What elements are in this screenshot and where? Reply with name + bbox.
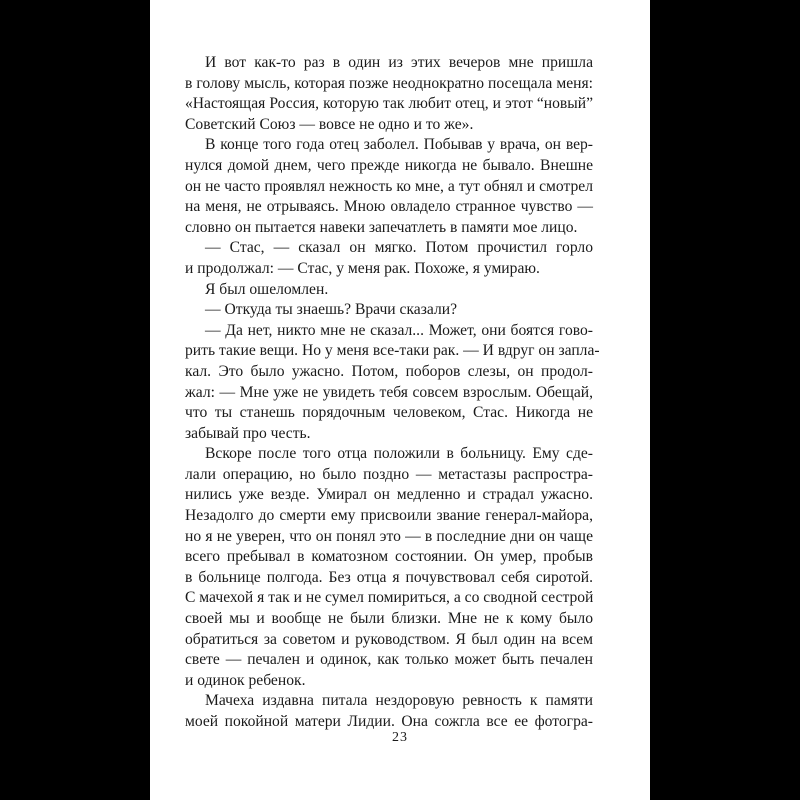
paragraph [185,135,593,238]
text-line: «Настоящая Россия, которую так любит отец, и этот “новый” [185,95,593,113]
text-line: но я не уверен, что он понял это — в последние дни он чаще [185,527,593,545]
text-line: и одинок ребенок. [185,671,306,689]
paragraph [185,691,593,732]
text-line: В конце того года отец заболел. Побывав у врача, он вер- [205,136,593,154]
paragraph [185,444,593,691]
text-line: своей мы и вообще не были близки. Мне не к кому было [185,610,593,628]
text-line: кал. Это было ужасно. Потом, поборов слезы, он продол- [185,362,593,380]
book-page [150,0,650,800]
text-line: Мачеха издавна питала нездоровую ревность к памяти [205,692,593,710]
paragraph [185,280,593,301]
paragraph [185,321,600,445]
text-line: словно он пытается навеки запечатлеть в памяти мое лицо. [185,218,578,236]
text-line: в больнице полгода. Без отца я почувствовал себя сиротой. [185,568,593,586]
text-line: нились уже везде. Умирал он медленно и страдал ужасно. [185,486,593,504]
text-line: Советский Союз — вовсе не одно и то же». [185,115,474,133]
text-line: — Откуда ты знаешь? Врачи сказали? [205,301,457,319]
paragraph [185,300,593,321]
text-line: свете — печален и одинок, как только может быть печален [185,651,593,669]
page-body-text [185,53,600,733]
text-line: обратиться за советом и руководством. Я был один на всем [185,630,593,648]
text-line: С мачехой я так и не сумел помириться, а со сводной сестрой [185,589,594,607]
paragraph [185,53,593,135]
text-line: рить такие вещи. Но у меня все-таки рак. — И вдруг он запла- [185,342,600,360]
text-line: забывай про честь. [185,424,311,442]
paragraph [185,238,593,279]
text-line: Незадолго до смерти ему присвоили звание генерал-майора, [185,507,593,525]
text-line: он не часто проявлял нежность ко мне, а тут обнял и смотрел [185,177,593,195]
text-line: всего пребывал в коматозном состоянии. Он умер, пробыв [185,548,593,566]
text-line: И вот как-то раз в один из этих вечеров мне пришла [205,54,593,71]
text-line: — Да нет, никто мне не сказал... Может, они боятся гово- [205,321,593,339]
text-line: нулся домой днем, чего прежде никогда не бывало. Внешне [185,156,593,174]
page-number: 23 [392,730,408,745]
text-line: лали операцию, но было поздно — метастазы распростра- [185,465,593,483]
text-line: моей покойной матери Лидии. Она сожгла все ее фотогра- [185,713,593,730]
text-line: жал: — Мне уже не увидеть тебя совсем взрослым. Обещай, [185,383,593,401]
text-line: что ты станешь порядочным человеком, Стас. Никогда не [185,404,593,422]
text-line: на меня, не отрываясь. Мною овладело странное чувство — [185,198,593,216]
text-line: в голову мысль, которая позже неоднократно посещала меня: [185,74,593,92]
text-line: Я был ошеломлен. [205,280,329,298]
text-line: — Стас, — сказал он мягко. Потом прочистил горло [205,239,593,257]
text-line: и продолжал: — Стас, у меня рак. Похоже, я умираю. [185,259,540,277]
text-line: Вскоре после того отца положили в больницу. Ему сде- [205,445,593,463]
